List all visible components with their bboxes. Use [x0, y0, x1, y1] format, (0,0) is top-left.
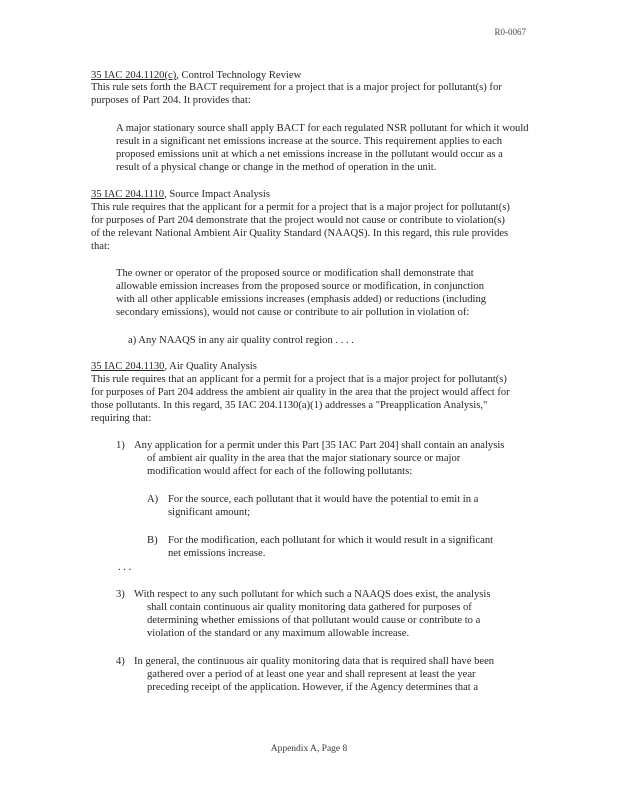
sublist-line: significant amount;: [168, 507, 251, 518]
quote-line: secondary emissions), would not cause or contribute to air pollution in violation of:: [116, 307, 470, 318]
list-line: modification would affect for each of the following pollutants:: [147, 466, 413, 477]
section-title: , Source Impact Analysis: [164, 189, 270, 200]
quote-line: result in a significant net emissions increase at the source. This requirement applies to each: [116, 136, 503, 147]
document-id: R0-0067: [494, 27, 526, 37]
list-number: 1): [116, 440, 125, 451]
ellipsis: . . .: [118, 562, 132, 573]
section-title: , Control Technology Review: [176, 70, 302, 81]
body-line: purposes of Part 204. It provides that:: [91, 95, 251, 106]
list-line: Any application for a permit under this Part [35 IAC Part 204] shall contain an analysis: [134, 440, 505, 451]
list-line: With respect to any such pollutant for which such a NAAQS does exist, the analysis: [134, 589, 491, 600]
body-line: those pollutants. In this regard, 35 IAC 204.1130(a)(1) addresses a "Preapplication Analysis,": [91, 400, 488, 411]
section-heading: [91, 70, 301, 82]
quote-line: proposed emissions unit at which a net emissions increase in the pollutant would occur as a: [116, 149, 503, 160]
quote-line: with all other applicable emissions increases (emphasis added) or reductions (including: [116, 294, 487, 305]
body-line: requiring that:: [91, 413, 152, 424]
section-citation: 35 IAC 204.1120(c): [91, 70, 177, 81]
list-line: shall contain continuous air quality monitoring data gathered for purposes of: [147, 602, 472, 613]
sublist-line: For the modification, each pollutant for which it would result in a significant: [168, 535, 494, 546]
body-line: for purposes of Part 204 address the ambient air quality in the area that the project would affect for: [91, 387, 510, 398]
sublist-number: B): [147, 535, 158, 546]
body-line: This rule requires that the applicant for a permit for a project that is a major project for pollutant(s): [91, 202, 510, 213]
sublist-number: A): [147, 494, 159, 505]
body-line: for purposes of Part 204 demonstrate that the project would not cause or contribute to violation(s): [91, 215, 505, 226]
list-number: 3): [116, 589, 125, 600]
body-line: This rule sets forth the BACT requirement for a project that is a major project for pollutant(s) for: [91, 82, 502, 93]
list-line: preceding receipt of the application. However, if the Agency determines that a: [147, 682, 479, 693]
list-number: 4): [116, 656, 125, 667]
quote-line: result of a physical change or change in the method of operation in the unit.: [116, 162, 437, 173]
list-line: In general, the continuous air quality monitoring data that is required shall have been: [134, 656, 495, 667]
sublist-line: net emissions increase.: [168, 548, 266, 559]
list-line: of ambient air quality in the area that the major stationary source or major: [147, 453, 461, 464]
body-line: This rule requires that an applicant for a permit for a project that is a major project for pollutant(s): [91, 374, 507, 385]
sublist-line: For the source, each pollutant that it would have the potential to emit in a: [168, 494, 479, 505]
list-item: a) Any NAAQS in any air quality control region . . . .: [128, 335, 354, 346]
list-line: violation of the standard or any maximum allowable increase.: [147, 628, 410, 639]
page-footer: Appendix A, Page 8: [270, 744, 348, 754]
section-heading: [91, 189, 270, 201]
body-line: that:: [91, 241, 110, 252]
list-line: determining whether emissions of that pollutant would cause or contribute to a: [147, 615, 481, 626]
body-line: of the relevant National Ambient Air Quality Standard (NAAQS). In this regard, this rule provides: [91, 228, 509, 239]
quote-line: The owner or operator of the proposed source or modification shall demonstrate that: [116, 268, 474, 279]
list-line: gathered over a period of at least one year and shall represent at least the year: [147, 669, 476, 680]
quote-line: allowable emission increases from the proposed source or modification, in conjunction: [116, 281, 485, 292]
section-citation: 35 IAC 204.1110: [91, 189, 165, 200]
section-citation: 35 IAC 204.1130: [91, 361, 165, 372]
section-heading: [91, 361, 257, 373]
quote-line: A major stationary source shall apply BACT for each regulated NSR pollutant for which it would: [116, 123, 529, 134]
section-title: , Air Quality Analysis: [164, 361, 257, 372]
